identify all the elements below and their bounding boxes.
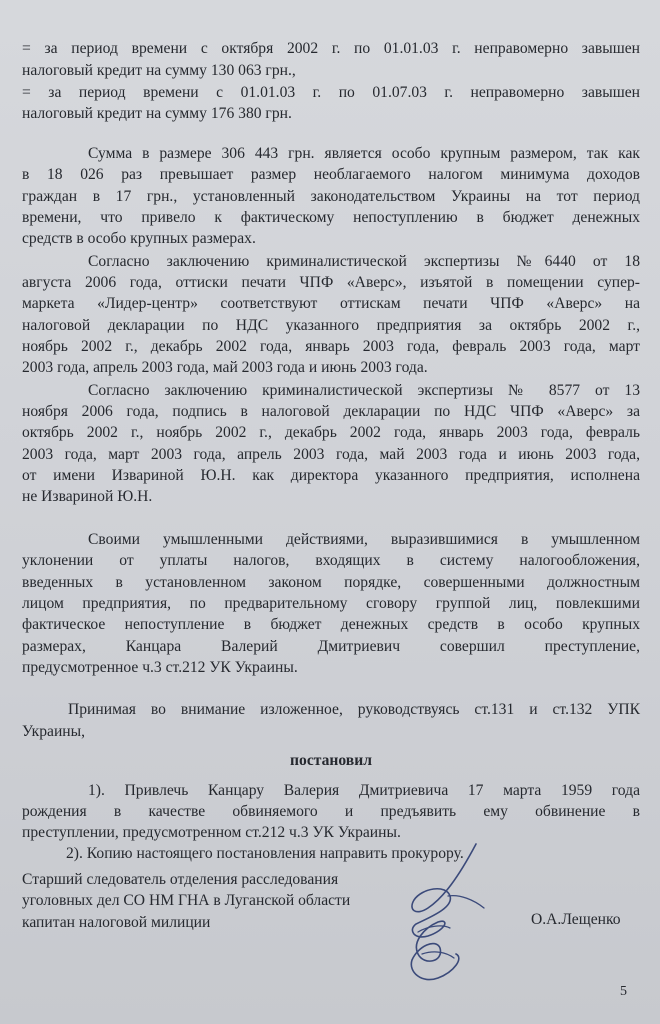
signatory-line: Старший следователь отделения расследования: [22, 871, 339, 888]
signatory-line: капитан налоговой милиции: [22, 914, 211, 931]
text-line: рождения в качестве обвиняемого и предъявить ему обвинение в: [22, 803, 640, 820]
text-line: Согласно заключению криминалистической экспертизы №6440 от 18: [88, 253, 640, 270]
text-line: не Извариной Ю.Н.: [22, 488, 153, 505]
text-line: фактическое непоступление в бюджет денежных средств в особо крупных: [22, 616, 640, 633]
text-line: 2003 года, март 2003 года, апрель 2003 года, май 2003 года и июнь 2003 года,: [22, 446, 640, 463]
page-number: 5: [620, 984, 627, 999]
text-line: = за период времени с 01.01.03 г. по 01.07.03 г. неправомерно завышен: [22, 84, 640, 101]
text-line: 1). Привлечь Канцару Валерия Дмитриевича 17 марта 1959 года: [88, 782, 640, 799]
text-line: Принимая во внимание изложенное, руководствуясь ст.131 и ст.132 УПК: [68, 701, 640, 718]
signatory-name: О.А.Лещенко: [531, 911, 621, 928]
text-line: августа 2006 года, оттиски печати ЧПФ «Аверс», изъятой в помещении супер-: [22, 274, 640, 291]
text-line: предусмотренное ч.3 ст.212 УК Украины.: [22, 659, 298, 676]
signatory-line: уголовных дел СО НМ ГНА в Луганской области: [22, 892, 351, 909]
text-line: размерах, Канцара Валерий Дмитриевич совершил преступление,: [22, 638, 640, 655]
text-line: средств в особо крупных размерах.: [22, 230, 256, 247]
text-line: Сумма в размере 306 443 грн. является особо крупным размером, так как: [88, 145, 640, 162]
text-line: преступлении, предусмотренном ст.212 ч.3 УК Украины.: [22, 824, 401, 841]
text-line: 2003 года, апрель 2003 года, май 2003 года и июнь 2003 года.: [22, 359, 428, 376]
decision-heading: постановил: [290, 752, 372, 769]
text-line: октябрь 2002 г., ноябрь 2002 г., декабрь 2002 года, январь 2003 года, февраль: [22, 424, 640, 441]
text-line: Своими умышленными действиями, выразившимися в умышленном: [88, 531, 640, 548]
text-line: Украины,: [22, 723, 86, 740]
text-line: налоговый кредит на сумму 130 063 грн.,: [22, 62, 296, 79]
text-line: уклонении от уплаты налогов, входящих в систему налогообложения,: [22, 552, 640, 569]
text-line: в 18 026 раз превышает размер необлагаемого налогом минимума доходов: [22, 166, 640, 183]
handwritten-signature: [388, 838, 518, 988]
text-line: налоговой декларации по НДС указанного предприятия за октябрь 2002 г.,: [22, 317, 640, 334]
text-line: ноябрь 2002 г., декабрь 2002 года, январь 2003 года, февраль 2003 года, март: [22, 338, 640, 355]
text-line: налоговый кредит на сумму 176 380 грн.: [22, 105, 292, 122]
text-line: ноября 2006 года, подпись в налоговой декларации по НДС ЧПФ «Аверс» за: [22, 403, 640, 420]
text-line: введенных в установленном законом порядке, совершенными должностным: [22, 574, 640, 591]
text-line: = за период времени с октября 2002 г. по 01.01.03 г. неправомерно завышен: [22, 40, 640, 57]
text-line: 2). Копию настоящего постановления направить прокурору.: [66, 845, 464, 862]
text-line: лицом предприятия, по предварительному сговору группой лиц, повлекшими: [22, 595, 640, 612]
text-line: от имени Извариной Ю.Н. как директора указанного предприятия, исполнена: [22, 467, 640, 484]
text-line: Согласно заключению криминалистической экспертизы № 8577 от 13: [88, 382, 640, 399]
text-line: времени, что привело к фактическому непоступлению в бюджет денежных: [22, 209, 640, 226]
text-line: граждан в 17 грн., установленный законодательством Украины на тот период: [22, 188, 640, 205]
text-line: маркета «Лидер-центр» соответствуют оттискам печати ЧПФ «Аверс» на: [22, 295, 640, 312]
